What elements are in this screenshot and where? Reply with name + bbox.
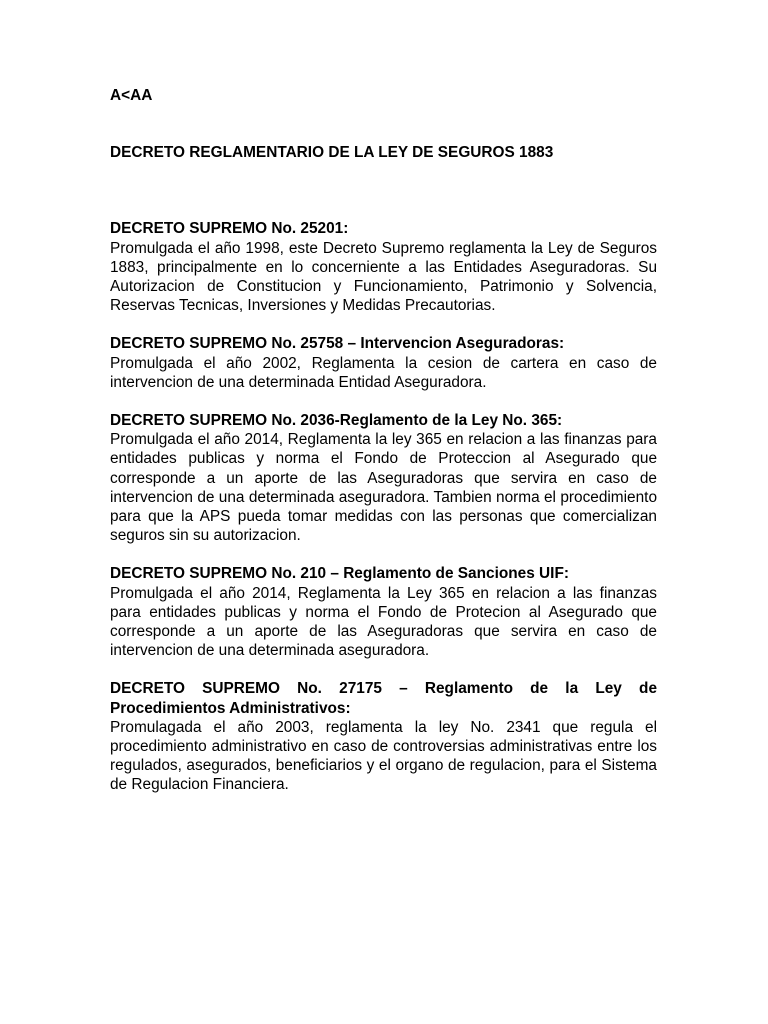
section-body: Promulagada el año 2003, reglamenta la ley No. 2341 que regula el procedimiento administrativo en caso de controversias administrativas entre los regulados, asegurados, beneficiarios y el organo de regulacion, para el Sistema de Regulacion Financiera. (110, 718, 657, 794)
section-ds-2036 (110, 411, 657, 545)
section-heading: DECRETO SUPREMO No. 27175 – Reglamento de la Ley de Procedimientos Administrativos: (110, 680, 657, 717)
section-body: Promulgada el año 2002, Reglamenta la cesion de cartera en caso de intervencion de una determinada Entidad Aseguradora. (110, 354, 657, 391)
section-heading: DECRETO SUPREMO No. 2036-Reglamento de la Ley No. 365: (110, 412, 563, 430)
document-page (110, 86, 657, 814)
section-ds-210 (110, 564, 657, 660)
section-body: Promulgada el año 1998, este Decreto Supremo reglamenta la Ley de Seguros 1883, principalmente en lo concerniente a las Entidades Aseguradoras. Su Autorizacion de Constitucion y Funcionamiento, Patrimonio y Solvencia, Reservas Tecnicas, Inversiones y Medidas Precautorias. (110, 239, 657, 315)
document-reference: A<AA (110, 87, 153, 104)
section-ds-25201 (110, 219, 657, 315)
document-title: DECRETO REGLAMENTARIO DE LA LEY DE SEGUROS 1883 (110, 144, 554, 162)
section-ds-25758 (110, 334, 657, 392)
section-body: Promulgada el año 2014, Reglamenta la ley 365 en relacion a las finanzas para entidades publicas y norma el Fondo de Proteccion al Asegurado que corresponde a un aporte de las Aseguradoras que servira en caso de intervencion de una determinada aseguradora. Tambien norma el procedimiento para que la APS pueda tomar medidas con las personas que comercializan seguros sin su autorizacion. (110, 431, 657, 545)
section-ds-27175 (110, 679, 657, 794)
section-heading: DECRETO SUPREMO No. 25758 – Intervencion Aseguradoras: (110, 335, 565, 353)
section-heading: DECRETO SUPREMO No. 25201: (110, 220, 349, 238)
section-heading: DECRETO SUPREMO No. 210 – Reglamento de Sanciones UIF: (110, 565, 569, 583)
section-body: Promulgada el año 2014, Reglamenta la Ley 365 en relacion a las finanzas para entidades publicas y norma el Fondo de Protecion al Asegurado que corresponde a un aporte de las Aseguradoras que servira en caso de intervencion de una determinada aseguradora. (110, 584, 657, 660)
